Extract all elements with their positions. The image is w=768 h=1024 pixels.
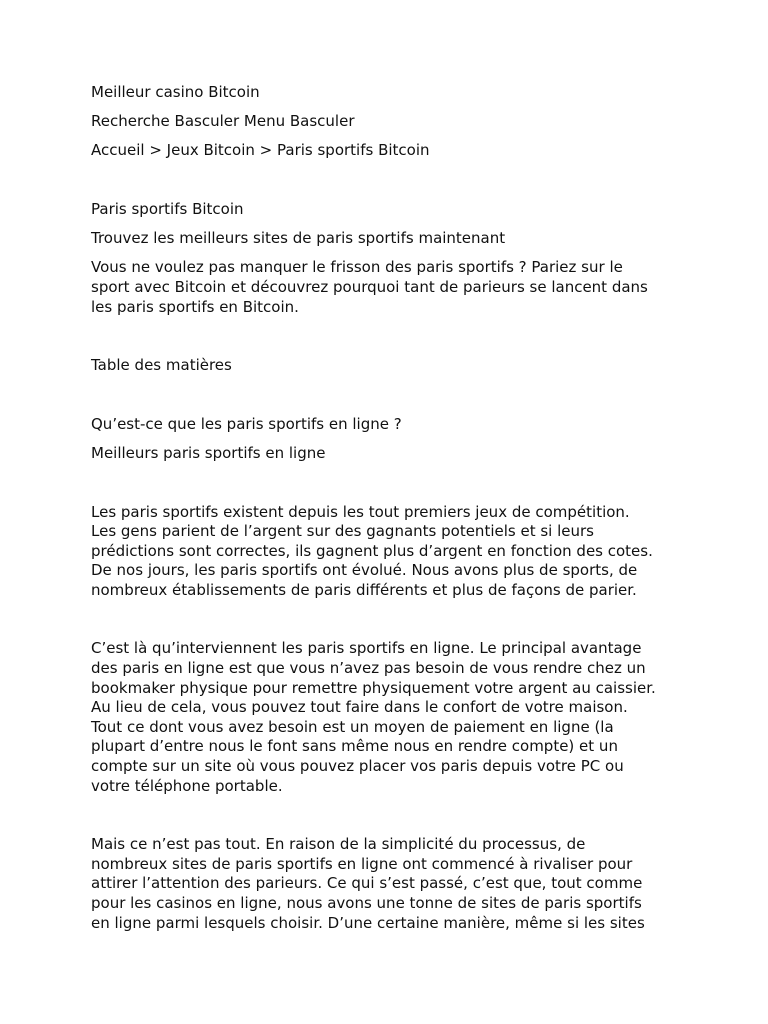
paragraph-line: nombreux sites de paris sportifs en ligne ont commencé à rivaliser pour [91, 854, 633, 873]
paragraph-line: votre téléphone portable. [91, 776, 283, 795]
paragraph-line: Les paris sportifs existent depuis les tout premiers jeux de compétition. [91, 502, 630, 521]
body-paragraph-2 [91, 639, 681, 796]
paragraph-line: plupart d’entre nous le font sans même nous en rendre compte) et un [91, 737, 618, 756]
document-page [91, 83, 681, 933]
paragraph-line: C’est là qu’interviennent les paris sportifs en ligne. Le principal avantage [91, 639, 642, 658]
intro-paragraph [91, 258, 681, 317]
menu-toggle-text[interactable]: Recherche Basculer Menu Basculer [91, 112, 355, 131]
toc-item[interactable]: Qu’est-ce que les paris sportifs en ligne ? [91, 414, 402, 433]
paragraph-line: en ligne parmi lesquels choisir. D’une certaine manière, même si les sites [91, 913, 645, 932]
paragraph-line: bookmaker physique pour remettre physiquement votre argent au caissier. [91, 678, 656, 697]
toc-title[interactable]: Table des matières [91, 356, 232, 375]
page-subtitle: Trouvez les meilleurs sites de paris sportifs maintenant [91, 229, 506, 248]
paragraph-line: attirer l’attention des parieurs. Ce qui s’est passé, c’est que, tout comme [91, 874, 643, 893]
intro-line: Vous ne voulez pas manquer le frisson des paris sportifs ? Pariez sur le [91, 258, 623, 277]
intro-line: les paris sportifs en Bitcoin. [91, 297, 299, 316]
toc-item[interactable]: Meilleurs paris sportifs en ligne [91, 443, 326, 462]
page-title: Paris sportifs Bitcoin [91, 199, 244, 218]
paragraph-line: prédictions sont correctes, ils gagnent plus d’argent en fonction des cotes. [91, 541, 653, 560]
paragraph-line: nombreux établissements de paris différents et plus de façons de parier. [91, 580, 637, 599]
site-title[interactable]: Meilleur casino Bitcoin [91, 83, 260, 101]
body-paragraph-3 [91, 835, 681, 933]
paragraph-line: Mais ce n’est pas tout. En raison de la simplicité du processus, de [91, 835, 586, 854]
body-paragraph-1 [91, 503, 681, 601]
paragraph-line: pour les casinos en ligne, nous avons une tonne de sites de paris sportifs [91, 894, 642, 912]
paragraph-line: compte sur un site où vous pouvez placer vos paris depuis votre PC ou [91, 757, 624, 776]
intro-line: sport avec Bitcoin et découvrez pourquoi tant de parieurs se lancent dans [91, 277, 648, 296]
paragraph-line: Les gens parient de l’argent sur des gagnants potentiels et si leurs [91, 522, 594, 541]
paragraph-line: Au lieu de cela, vous pouvez tout faire dans le confort de votre maison. [91, 698, 628, 717]
paragraph-line: Tout ce dont vous avez besoin est un moyen de paiement en ligne (la [91, 717, 614, 736]
paragraph-line: De nos jours, les paris sportifs ont évolué. Nous avons plus de sports, de [91, 561, 638, 580]
breadcrumb[interactable]: Accueil > Jeux Bitcoin > Paris sportifs Bitcoin [91, 141, 430, 160]
paragraph-line: des paris en ligne est que vous n’avez pas besoin de vous rendre chez un [91, 659, 646, 678]
